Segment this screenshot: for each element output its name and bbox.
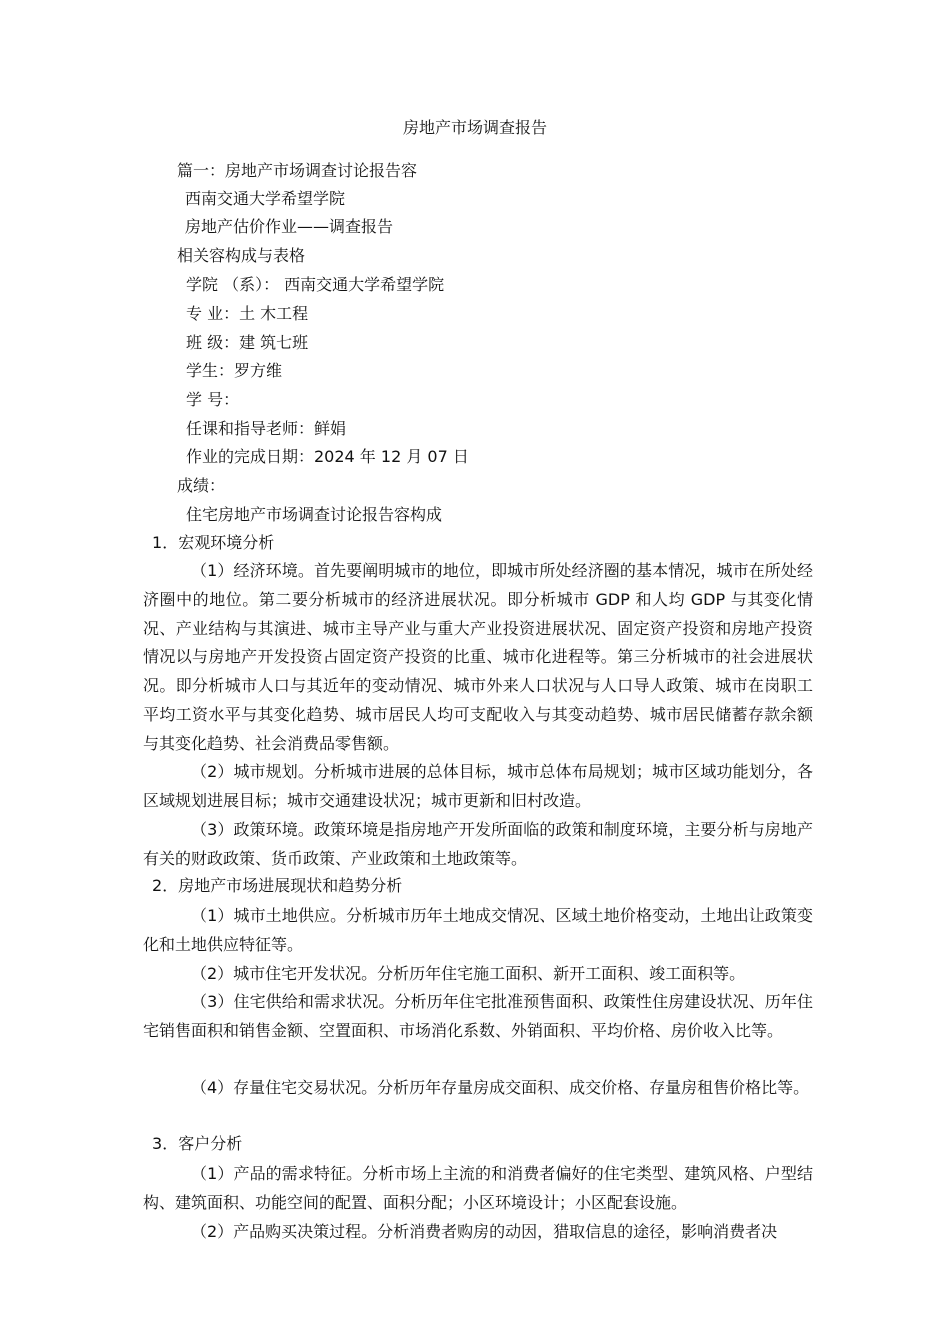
section-title: 客户分析 — [178, 1134, 243, 1153]
info-date: 作业的完成日期：2024 年 12 月 07 日 — [186, 447, 469, 466]
section-number: 2 — [152, 876, 163, 895]
info-college: 学院 （系）： 西南交通大学希望学院 — [186, 275, 445, 294]
subtitle: 住宅房地产市场调查讨论报告容构成 — [186, 505, 443, 524]
info-major: 专 业：土 木工程 — [186, 304, 309, 323]
section-number: 1 — [152, 533, 163, 552]
section-number: 3 — [152, 1134, 163, 1153]
header-line-3: 房地产估价作业——调查报告 — [185, 217, 394, 236]
info-grade: 成绩： — [177, 476, 226, 495]
document-title: 房地产市场调查报告 — [402, 118, 547, 137]
paragraph: （1）产品的需求特征。分析市场上主流的和消费者偏好的住宅类型、建筑风格、户型结构、建筑面积、功能空间的配置、面积分配；小区环境设计；小区配套设施。 — [143, 1164, 813, 1212]
info-class: 班 级：建 筑七班 — [186, 333, 309, 352]
paragraph: （2）城市住宅开发状况。分析历年住宅施工面积、新开工面积、竣工面积等。 — [191, 964, 746, 983]
section-title: 房地产市场进展现状和趋势分析 — [178, 876, 403, 895]
paragraph: （3）住宅供给和需求状况。分析历年住宅批准预售面积、政策性住房建设状况、历年住宅销售面积和销售金额、空置面积、市场消化系数、外销面积、平均价格、房价收入比等。 — [143, 992, 813, 1040]
header-line-4: 相关容构成与表格 — [177, 246, 306, 265]
section-heading: 1．宏观环境分析 — [152, 533, 275, 552]
section-title: 宏观环境分析 — [178, 533, 275, 552]
paragraph: （2）城市规划。分析城市进展的总体目标，城市总体布局规划；城市区域功能划分，各区域规划进展目标；城市交通建设状况；城市更新和旧村改造。 — [143, 762, 813, 810]
header-line-1: 篇一：房地产市场调查讨论报告容 — [177, 161, 418, 180]
paragraph: （3）政策环境。政策环境是指房地产开发所面临的政策和制度环境，主要分析与房地产有关的财政政策、货币政策、产业政策和土地政策等。 — [143, 820, 813, 868]
info-teacher: 任课和指导老师：鲜娟 — [186, 419, 347, 438]
header-line-2: 西南交通大学希望学院 — [185, 189, 346, 208]
section-heading: 3．客户分析 — [152, 1134, 243, 1153]
paragraph: （4）存量住宅交易状况。分析历年存量房成交面积、成交价格、存量房租售价格比等。 — [191, 1078, 810, 1097]
section-heading: 2．房地产市场进展现状和趋势分析 — [152, 876, 403, 895]
info-student-id: 学 号： — [186, 390, 240, 409]
paragraph: （1）城市土地供应。分析城市历年土地成交情况、区域土地价格变动，土地出让政策变化和土地供应特征等。 — [143, 906, 813, 954]
paragraph: （2）产品购买决策过程。分析消费者购房的动因，猎取信息的途径，影响消费者决 — [191, 1222, 778, 1241]
info-student: 学生：罗方维 — [186, 361, 283, 380]
paragraph: （1）经济环境。首先要阐明城市的地位，即城市所处经济圈的基本情况，城市在所处经济圈中的地位。第二要分析城市的经济进展状况。即分析城市 GDP 和人均 GDP 与其变化情况、产业结构与其演进、城市主导产业与重大产业投资进展状况、固定资产投资和房地产投资情况以与房地产开发投资占固定资产投资的比重、城市化进程等。第三分析城市的社会进展状况。即分析城市人口与其近年的变动情况、城市外来人口状况与人口导人政策、城市在岗职工平均工资水平与其变化趋势、城市居民人均可支配收入与其变动趋势、城市居民储蓄存款余额与其变化趋势、社会消费品零售额。 — [143, 561, 813, 753]
